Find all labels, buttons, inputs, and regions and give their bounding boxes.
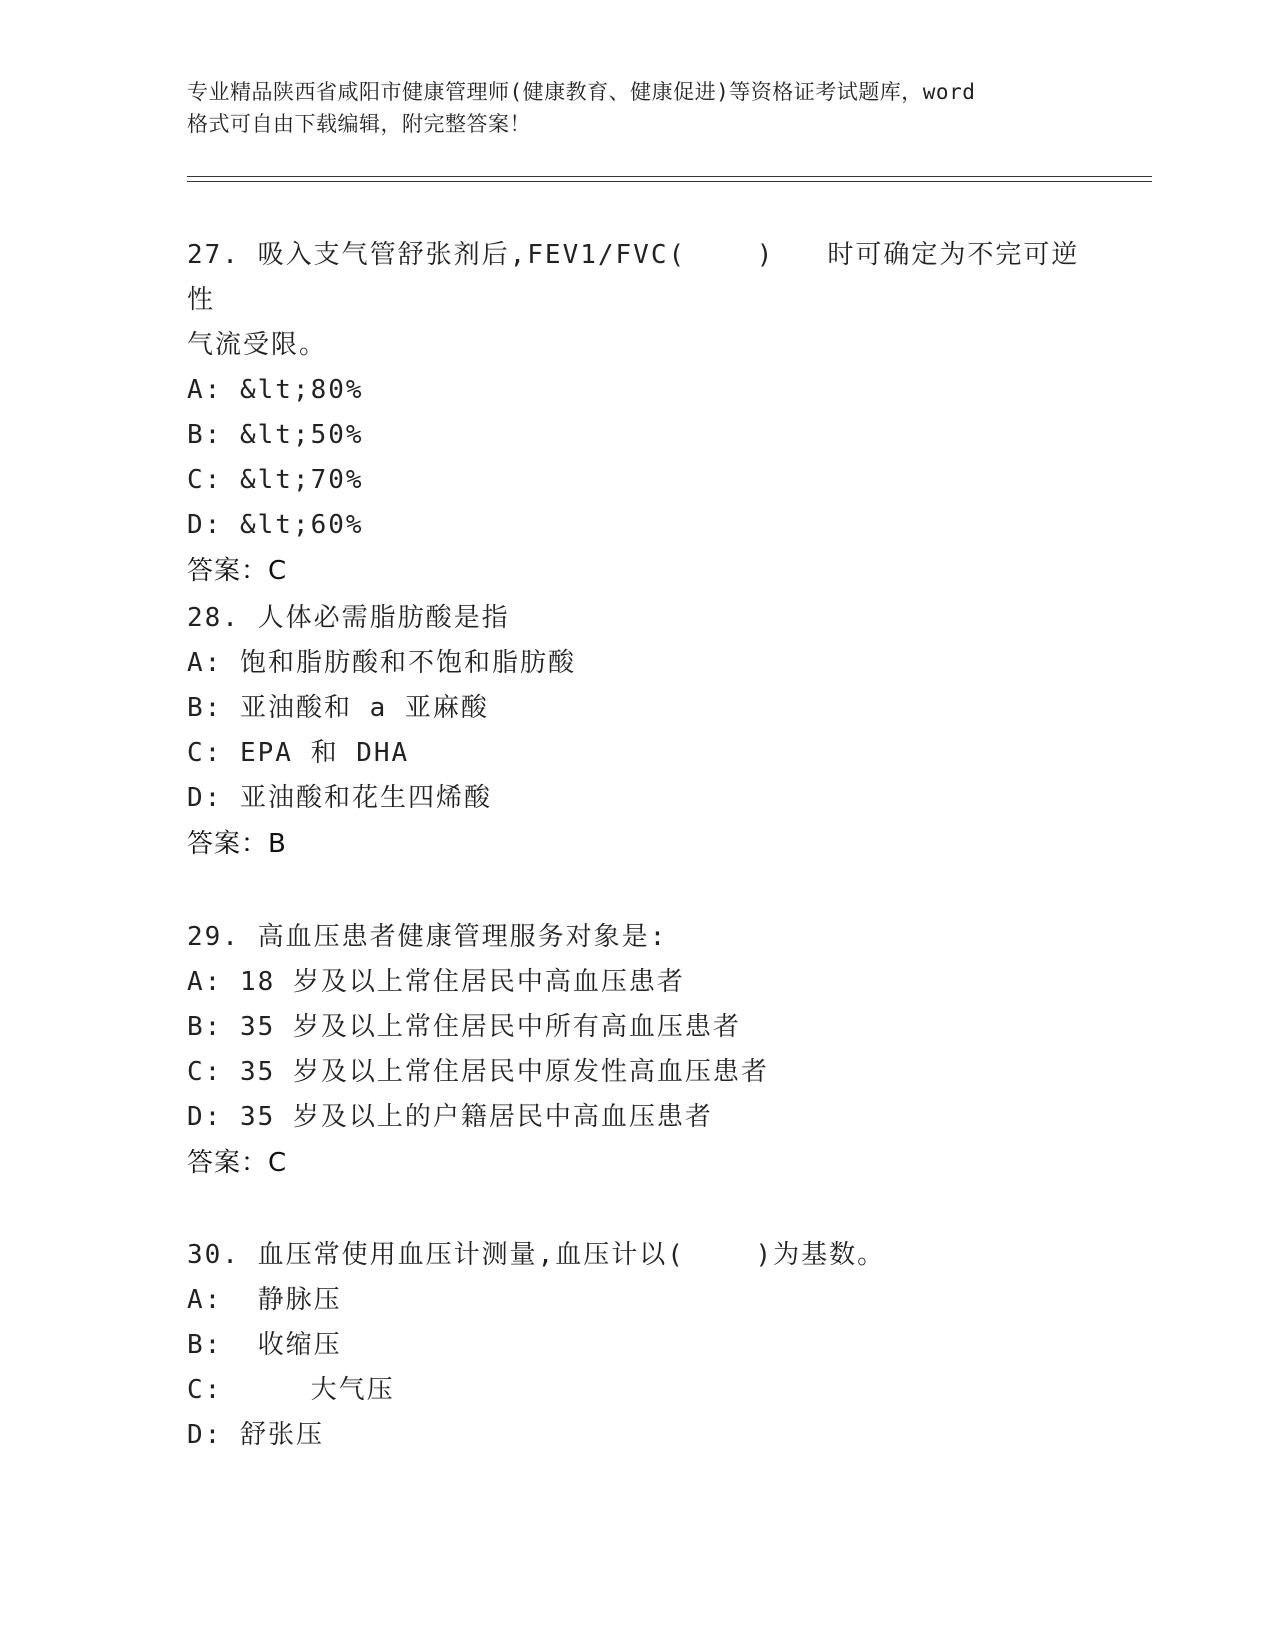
option-b: B: &lt;50% [187, 420, 364, 450]
option-c: C: 35 岁及以上常住居民中原发性高血压患者 [187, 1057, 769, 1087]
question-27 [187, 233, 1087, 594]
question-28 [187, 596, 1087, 867]
option-c: C: 大气压 [187, 1375, 395, 1405]
question-stem: 27. 吸入支气管舒张剂后,FEV1/FVC( ) 时可确定为不完可逆性 [187, 240, 1080, 315]
header-divider-bottom [187, 181, 1152, 182]
option-d: D: 舒张压 [187, 1420, 324, 1450]
question-stem: 30. 血压常使用血压计测量,血压计以( )为基数。 [187, 1240, 886, 1270]
header-line-1: 专业精品陕西省咸阳市健康管理师(健康教育、健康促进)等资格证考试题库，word [187, 80, 976, 104]
answer: 答案：C [187, 1148, 288, 1178]
option-b: B: 35 岁及以上常住居民中所有高血压患者 [187, 1012, 741, 1042]
option-d: D: 亚油酸和花生四烯酸 [187, 783, 492, 813]
option-b: B: 收缩压 [187, 1330, 342, 1360]
question-stem: 28. 人体必需脂肪酸是指 [187, 603, 510, 633]
option-d: D: 35 岁及以上的户籍居民中高血压患者 [187, 1102, 713, 1132]
option-c: C: EPA 和 DHA [187, 738, 410, 768]
question-stem-continued: 气流受限。 [187, 330, 328, 360]
option-a: A: 饱和脂肪酸和不饱和脂肪酸 [187, 648, 576, 678]
document-header [187, 76, 1087, 140]
question-30 [187, 1233, 1087, 1458]
option-b: B: 亚油酸和 a 亚麻酸 [187, 693, 489, 723]
question-29 [187, 915, 1087, 1186]
header-line-2: 格式可自由下载编辑，附完整答案！ [187, 112, 531, 136]
option-a: A: 静脉压 [187, 1285, 342, 1315]
option-a: A: &lt;80% [187, 375, 364, 405]
header-divider-top [187, 176, 1152, 177]
answer: 答案：C [187, 556, 288, 586]
option-c: C: &lt;70% [187, 465, 364, 495]
question-stem: 29. 高血压患者健康管理服务对象是: [187, 922, 668, 952]
option-d: D: &lt;60% [187, 510, 364, 540]
answer: 答案：B [187, 829, 287, 859]
option-a: A: 18 岁及以上常住居民中高血压患者 [187, 967, 685, 997]
